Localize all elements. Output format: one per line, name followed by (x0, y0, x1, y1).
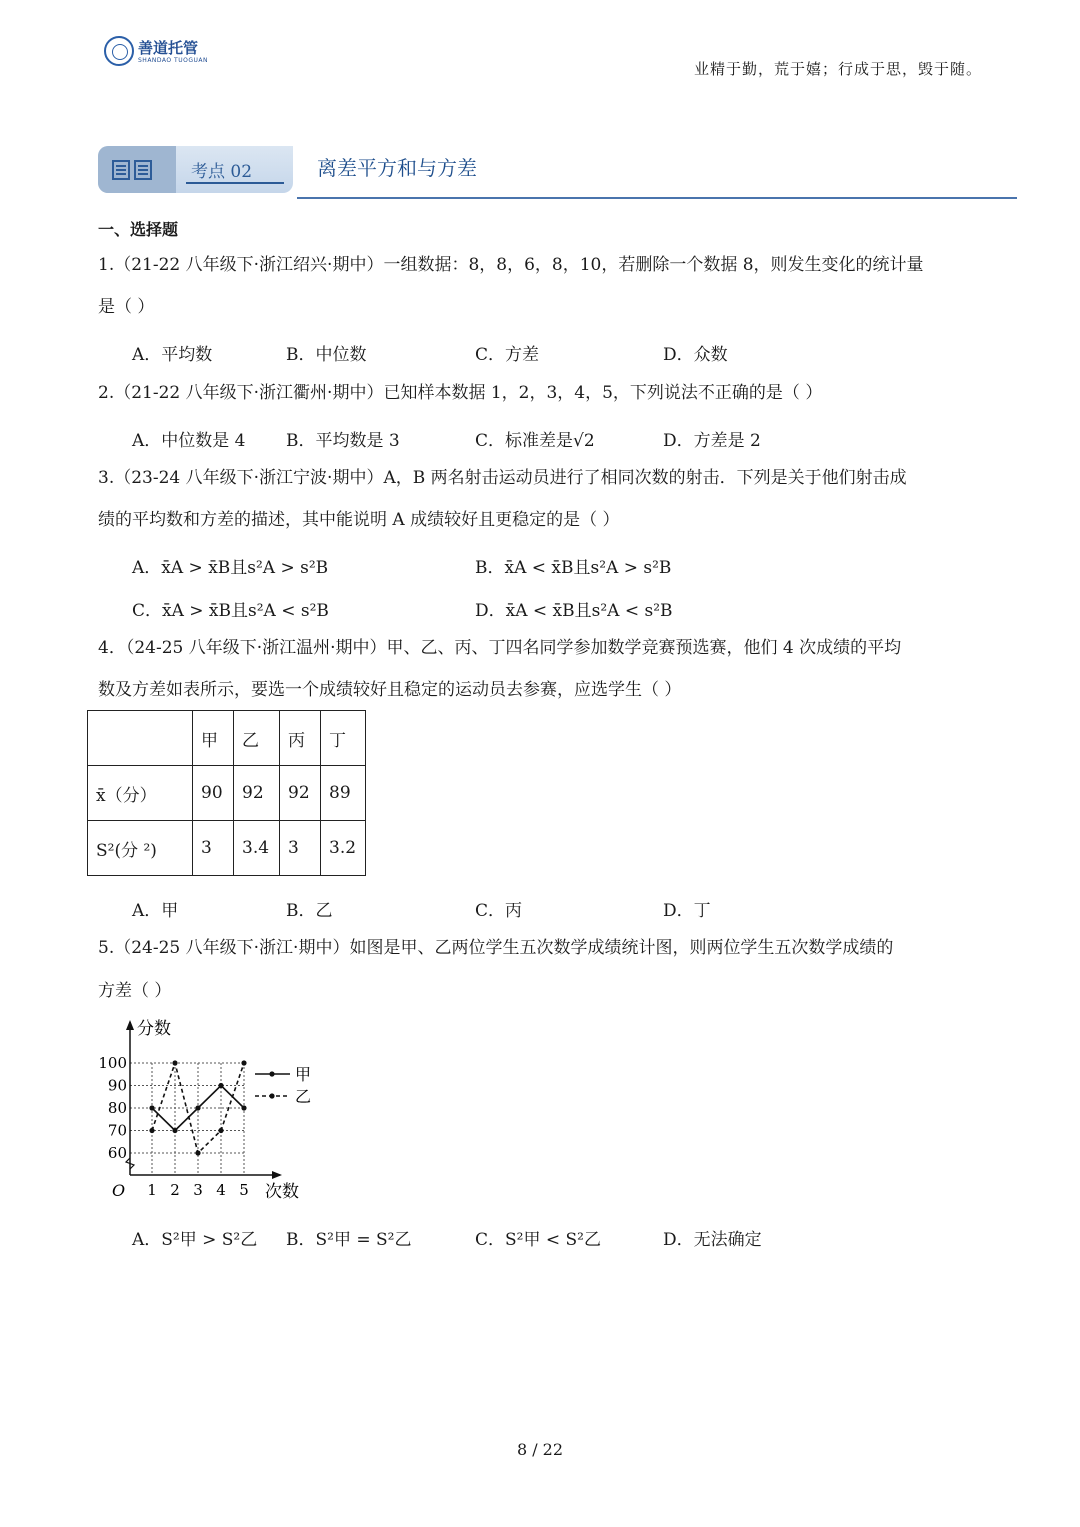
table-header-row (88, 711, 366, 766)
logo (104, 36, 208, 70)
question-4-text-cont: 数及方差如表所示，要选一个成绩较好且稳定的运动员去参赛，应选学生（ ） (98, 680, 682, 700)
option-a: A．平均数 (132, 345, 213, 365)
question-1-text-cont: 是（ ） (98, 297, 155, 317)
data-point (218, 1083, 223, 1088)
logo-subtext: SHANDAO TUOGUAN (138, 57, 208, 64)
option-d: D．无法确定 (663, 1230, 762, 1250)
x-tick-label: 4 (216, 1181, 226, 1199)
option-d: D．方差是 2 (663, 431, 761, 451)
option-c: C．丙 (475, 901, 523, 921)
list-icon (134, 160, 152, 180)
option-d: D．丁 (663, 901, 711, 921)
option-b: B．平均数是 3 (286, 431, 400, 451)
table-cell: 3 (193, 821, 234, 876)
table-header-cell: 甲 (193, 711, 234, 766)
data-point (241, 1060, 246, 1065)
option-d: D．x̄A < x̄B且s²A < s²B (475, 601, 673, 621)
table-cell: 89 (321, 766, 366, 821)
data-point (149, 1105, 154, 1110)
data-point (195, 1150, 200, 1155)
question-3-text-cont: 绩的平均数和方差的描述，其中能说明 A 成绩较好且更稳定的是（ ） (98, 510, 620, 530)
x-tick-label: 2 (170, 1181, 180, 1199)
table-cell (88, 711, 193, 766)
data-point (172, 1128, 177, 1133)
option-a: A．x̄A > x̄B且s²A > s²B (132, 558, 329, 578)
y-tick-label: 80 (107, 1099, 127, 1117)
table-header-cell: 乙 (234, 711, 280, 766)
x-tick-label: 5 (239, 1181, 249, 1199)
legend-marker (269, 1093, 274, 1098)
option-a: A．S²甲 > S²乙 (132, 1230, 258, 1250)
origin-label: O (112, 1181, 126, 1200)
question-4-text: 4．（24-25 八年级下·浙江温州·期中）甲、乙、丙、丁四名同学参加数学竞赛预选赛，他们 4 次成绩的平均 (98, 638, 902, 658)
y-tick-label: 100 (98, 1054, 127, 1072)
option-b: B．x̄A < x̄B且s²A > s²B (475, 558, 672, 578)
option-d: D．众数 (663, 345, 728, 365)
data-point (149, 1128, 154, 1133)
motto: 业精于勤，荒于嬉；行成于思，毁于随。 (693, 60, 982, 78)
x-axis-arrow (272, 1171, 282, 1179)
data-point (195, 1105, 200, 1110)
table-header-cell: 丁 (321, 711, 366, 766)
x-axis-label: 次数 (265, 1182, 299, 1202)
data-table (87, 710, 366, 876)
table-cell: 92 (280, 766, 321, 821)
legend-label: 乙 (295, 1087, 312, 1106)
option-a: A．甲 (132, 901, 179, 921)
legend-label: 甲 (295, 1065, 312, 1084)
section-banner (98, 146, 293, 193)
option-b: B．乙 (286, 901, 333, 921)
y-axis-arrow (126, 1020, 134, 1030)
option-b: B．S²甲 = S²乙 (286, 1230, 412, 1250)
x-tick-label: 1 (147, 1181, 157, 1199)
section-heading: 一、选择题 (98, 220, 179, 239)
question-2-text: 2.（21-22 八年级下·浙江衢州·期中）已知样本数据 1，2，3，4，5，下列说法不正确的是（ ） (98, 383, 823, 403)
question-5-text-cont: 方差（ ） (98, 981, 172, 1001)
option-c: C．x̄A > x̄B且s²A < s²B (132, 601, 329, 621)
table-cell: 3 (280, 821, 321, 876)
table-header-cell: 丙 (280, 711, 321, 766)
option-a: A．中位数是 4 (132, 431, 246, 451)
data-point (172, 1060, 177, 1065)
option-c: C．S²甲 < S²乙 (475, 1230, 601, 1250)
table-row (88, 766, 366, 821)
data-point (241, 1105, 246, 1110)
option-c: C．标准差是√2 (475, 431, 595, 451)
table-cell: 3.2 (321, 821, 366, 876)
y-tick-label: 60 (107, 1144, 127, 1162)
question-3-text: 3.（23-24 八年级下·浙江宁波·期中）A，B 两名射击运动员进行了相同次数的射击．下列是关于他们射击成 (98, 468, 907, 488)
logo-text: 善道托管 (138, 39, 199, 57)
line-chart (95, 1010, 335, 1205)
option-b: B．中位数 (286, 345, 367, 365)
page-number: 8 / 22 (516, 1440, 564, 1459)
data-point (218, 1128, 223, 1133)
chart-axes (126, 1020, 282, 1179)
section-title: 离差平方和与方差 (317, 156, 477, 180)
logo-emblem-icon (104, 36, 134, 66)
section-tag: 考点 02 (191, 162, 253, 182)
list-icon (112, 160, 130, 180)
legend-marker (269, 1071, 274, 1076)
table-cell: S²(分 ²) (88, 821, 193, 876)
table-cell: x̄（分） (88, 766, 193, 821)
question-5-text: 5.（24-25 八年级下·浙江·期中）如图是甲、乙两位学生五次数学成绩统计图，则两位学生五次数学成绩的 (98, 938, 894, 958)
divider (297, 197, 1017, 199)
table-cell: 92 (234, 766, 280, 821)
question-1-text: 1.（21-22 八年级下·浙江绍兴·期中）一组数据：8，8，6，8，10，若删除一个数据 8，则发生变化的统计量 (98, 255, 924, 275)
table-cell: 90 (193, 766, 234, 821)
y-tick-label: 90 (107, 1076, 127, 1095)
table-row (88, 821, 366, 876)
y-axis-label: 分数 (137, 1019, 171, 1039)
option-c: C．方差 (475, 345, 540, 365)
y-tick-label: 70 (107, 1121, 127, 1140)
x-tick-label: 3 (193, 1181, 203, 1199)
table-cell: 3.4 (234, 821, 280, 876)
